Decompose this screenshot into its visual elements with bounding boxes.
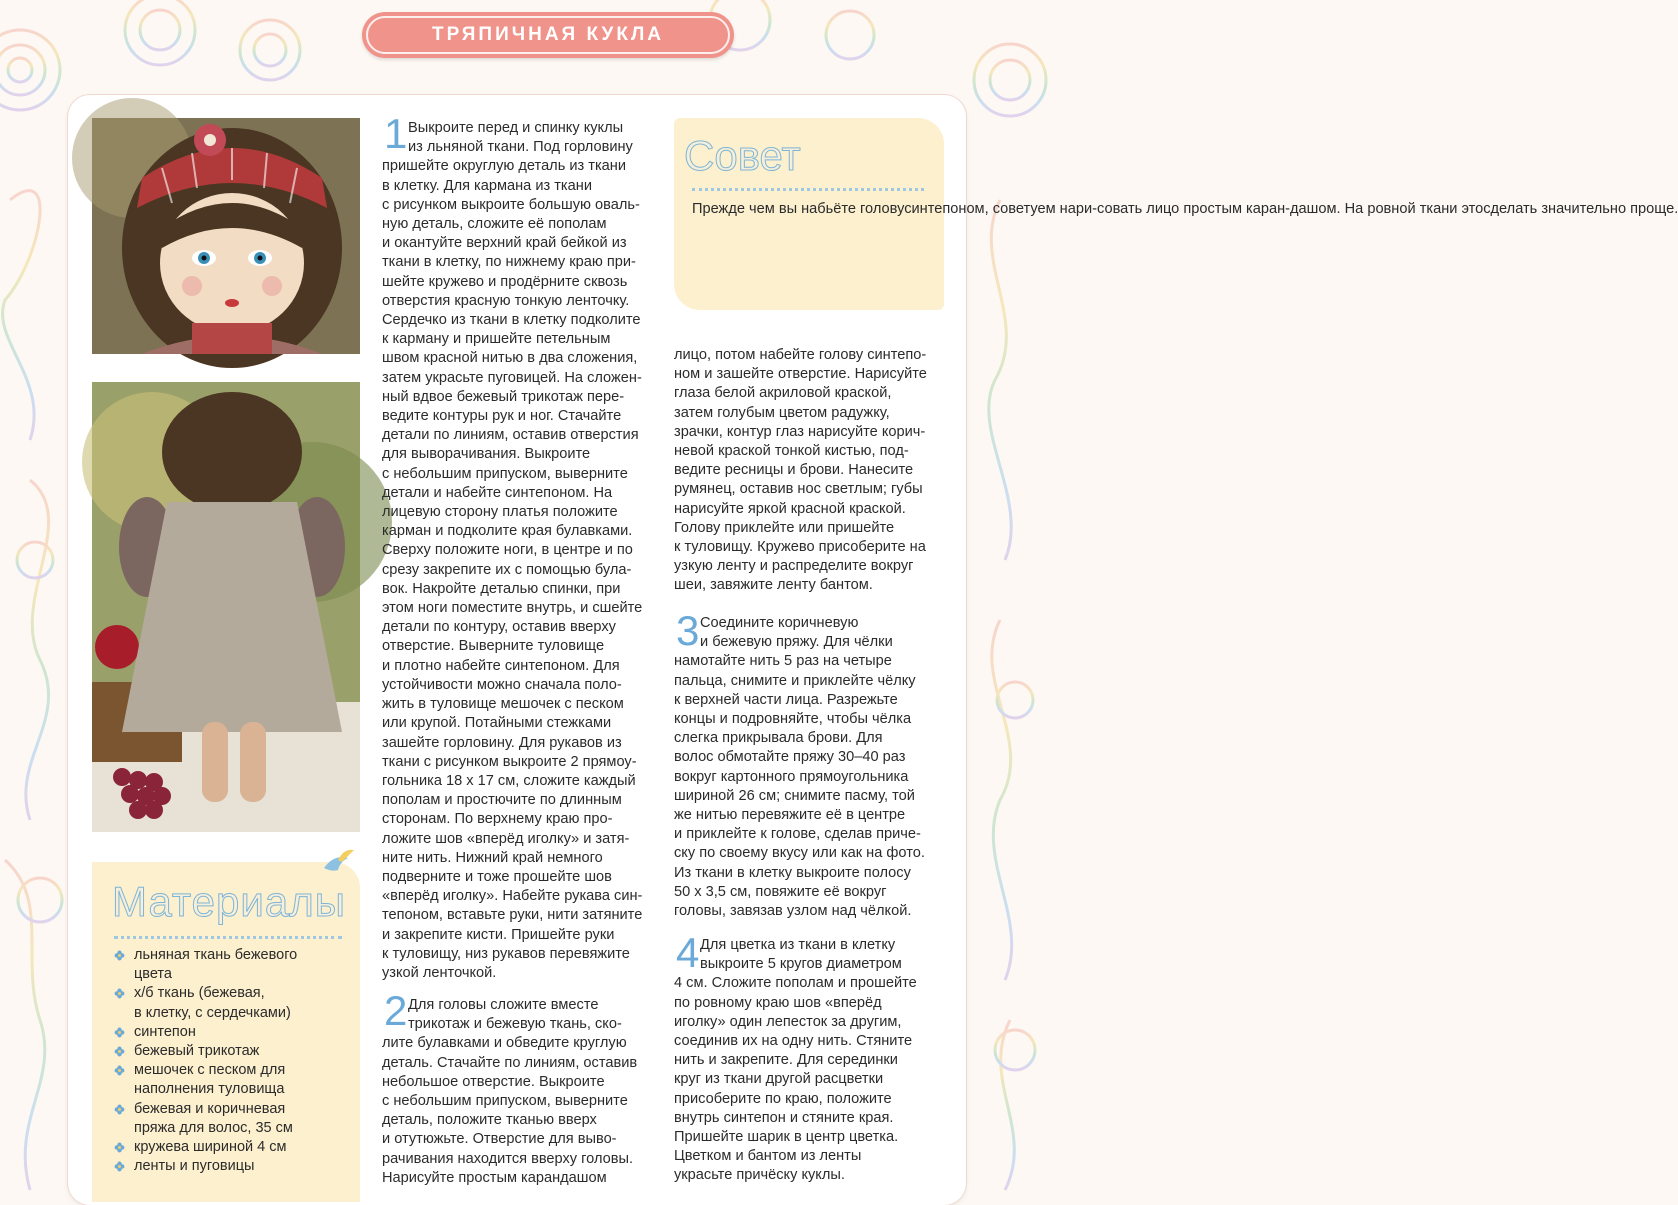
text-line: нить и закрепите. Для серединки	[674, 1052, 898, 1069]
materials-item-text: синтепон	[134, 1023, 196, 1040]
text-line: иголку» один лепесток за другим,	[674, 1013, 902, 1030]
text-line: к туловищу. Кружево присоберите на	[674, 539, 926, 556]
text-line: или крупой. Потайными стежками	[382, 715, 612, 732]
text-line: ный вдвое бежевый трикотаж пере-	[382, 388, 625, 405]
text-line: лите булавками и обведите круглую	[382, 1035, 627, 1052]
text-line: срезу закрепите их с помощью була-	[382, 561, 632, 578]
text-line: ную деталь, сложите её пополам	[382, 216, 607, 233]
materials-item-text: пряжа для волос, 35 см	[134, 1119, 293, 1136]
text-line: Выкроите перед и спинку куклы	[408, 120, 624, 136]
text-line: детали по линиям, оставив отверстия	[382, 427, 639, 444]
materials-item	[114, 1061, 344, 1099]
text-line: деталь. Стачайте по линиям, оставив	[382, 1054, 638, 1071]
text-line: рачивания находится вверху головы.	[382, 1150, 634, 1167]
text-line: к верхней части лица. Разрежьте	[674, 691, 898, 708]
text-line: головы, завязав узлом над чёлкой.	[674, 903, 912, 920]
text-line: для выворачивания. Выкроите	[382, 446, 591, 463]
step-number-4: 4	[676, 929, 700, 976]
flower-bullet-icon	[114, 1027, 125, 1038]
text-line: румянец, оставив нос светлым; губы	[674, 481, 923, 498]
step-number-1: 1	[384, 110, 408, 157]
text-line: сделать значительно проще.	[1483, 201, 1678, 217]
text-line: вок. Накройте деталью спинки, при	[382, 580, 621, 597]
dotted-divider	[114, 936, 342, 939]
flower-bullet-icon	[114, 1046, 125, 1057]
text-line: Сердечко из ткани в клетку подколите	[382, 312, 641, 329]
text-line: и отутюжьте. Отверстие для выво-	[382, 1131, 617, 1148]
text-line: шеи, завяжите ленту бантом.	[674, 577, 873, 594]
text-line: ведите ресницы и брови. Нанесите	[674, 462, 914, 479]
text-line: вокруг картонного прямоугольника	[674, 768, 909, 785]
text-line: синтепоном, советуем нари-	[904, 201, 1097, 217]
step-2-text	[382, 996, 637, 1188]
materials-item	[114, 1157, 344, 1176]
materials-item-text: льняная ткань бежевого	[134, 947, 298, 963]
text-line: шейте кружево и продёрните сквозь	[382, 273, 628, 290]
materials-item-text: бежевый трикотаж	[134, 1043, 260, 1060]
header-ribbon	[362, 12, 734, 58]
text-line: зашейте горловину. Для рукавов из	[382, 734, 622, 751]
text-line: детали и набейте синтепоном. На	[382, 484, 613, 501]
text-line: с небольшим припуском, выверните	[382, 465, 628, 482]
text-line: украсьте причёску куклы.	[674, 1167, 845, 1184]
doll-back-photo	[92, 382, 360, 832]
flower-bullet-icon	[114, 950, 125, 961]
materials-item-text: х/б ткань (бежевая,	[134, 985, 265, 1002]
text-line: Пришейте шарик в центр цветка.	[674, 1129, 899, 1146]
text-line: невой краской тонкой кистью, под-	[674, 443, 909, 460]
materials-item-text: бежевая и коричневая	[134, 1100, 286, 1117]
materials-item	[114, 1138, 344, 1157]
doll-face-photo	[92, 118, 360, 354]
text-line: зрачки, контур глаз нарисуйте корич-	[674, 423, 926, 440]
text-line: круг из ткани другой расцветки	[674, 1071, 884, 1088]
text-line: и бежевую пряжу. Для чёлки	[700, 634, 893, 651]
materials-item-text: кружева шириной 4 см	[134, 1139, 287, 1156]
text-line: узкой ленточкой.	[382, 964, 497, 981]
text-line: соединив их на одну нить. Стяните	[674, 1033, 913, 1050]
text-line: концы и подровняйте, чтобы чёлка	[674, 711, 912, 728]
text-line: «вперёд иголку». Набейте рукава син-	[382, 888, 643, 905]
text-line: 50 х 3,5 см, повяжите её вокруг	[674, 883, 887, 900]
text-line: и закрепите кисти. Пришейте руки	[382, 926, 615, 943]
text-line: ткани с рисунком выкроите 2 прямоу-	[382, 753, 637, 770]
text-line: волос обмотайте пряжу 30–40 раз	[674, 749, 906, 766]
text-line: дашом. На ровной ткани это	[1290, 201, 1484, 217]
materials-item-text: в клетку, с сердечками)	[134, 1004, 291, 1021]
text-line: внутрь синтепон и стяните края.	[674, 1109, 894, 1126]
text-line: устойчивости можно сначала поло-	[382, 676, 622, 693]
flower-bullet-icon	[114, 1142, 125, 1153]
step-4-text	[674, 936, 917, 1186]
text-line: лицо, потом набейте голову синтепо-	[674, 347, 927, 363]
tip-text	[692, 200, 1678, 219]
text-line: Прежде чем вы набьёте голову	[692, 201, 905, 217]
text-line: ните нить. Нижний край немного	[382, 849, 603, 866]
text-line: и окантуйте верхний край бейкой из	[382, 235, 627, 252]
text-line: лицевую сторону платья положите	[382, 504, 618, 521]
text-line: отверстия красную тонкую ленточку.	[382, 292, 630, 309]
step-3-text	[674, 614, 925, 921]
text-line: к туловищу, низ рукавов перевяжите	[382, 945, 630, 962]
text-line: Из ткани в клетку выкроите полосу	[674, 864, 911, 881]
text-line: намотайте нить 5 раз на четыре	[674, 653, 892, 670]
text-line: затем украсьте пуговицей. На сложен-	[382, 369, 642, 386]
text-line: трикотаж и бежевую ткань, ско-	[408, 1016, 622, 1033]
text-line: тепоном, вставьте руки, нити затяните	[382, 907, 643, 924]
text-line: небольшое отверстие. Выкроите	[382, 1073, 605, 1090]
materials-list	[114, 946, 344, 1176]
text-line: ном и зашейте отверстие. Нарисуйте	[674, 366, 927, 383]
text-line: и плотно набейте синтепоном. Для	[382, 657, 620, 674]
text-line: в клетку. Для кармана из ткани	[382, 177, 592, 194]
text-line: пополам и простючите по длинным	[382, 792, 622, 809]
text-line: присоберите по краю, положите	[674, 1090, 892, 1107]
text-line: детали по контуру, оставив вверху	[382, 619, 616, 636]
text-line: слегка прикрывала брови. Для	[674, 730, 883, 747]
materials-item-text: ленты и пуговицы	[134, 1158, 255, 1175]
text-line: гольника 18 х 17 см, сложите каждый	[382, 772, 636, 789]
text-line: затем голубым цветом радужку,	[674, 404, 890, 421]
text-line: шириной 26 см; снимите пасму, той	[674, 787, 915, 804]
text-line: ложите шов «вперёд иголку» и затя-	[382, 830, 630, 847]
page-title: ТРЯПИЧНАЯ КУКЛА	[431, 24, 665, 45]
text-line: ску по своему вкусу или как на фото.	[674, 845, 925, 862]
step-number-2: 2	[384, 987, 408, 1034]
text-line: узкую ленту и распределите вокруг	[674, 558, 914, 575]
flower-bullet-icon	[114, 988, 125, 999]
text-line: Для цветка из ткани в клетку	[700, 937, 896, 953]
flower-bullet-icon	[114, 1065, 125, 1076]
text-line: этом ноги поместите внутрь, и сшейте	[382, 600, 643, 617]
tip-title: Совет	[684, 132, 801, 179]
materials-item-text: мешочек с песком для	[134, 1062, 286, 1079]
text-line: Соедините коричневую	[700, 615, 859, 631]
text-line: Цветком и бантом из ленты	[674, 1148, 862, 1165]
text-line: жить в туловище мешочек с песком	[382, 696, 624, 713]
text-line: Нарисуйте простым карандашом	[382, 1169, 607, 1186]
materials-item	[114, 1023, 344, 1042]
text-line: швом красной нитью в два сложения,	[382, 350, 638, 367]
flower-bullet-icon	[114, 1161, 125, 1172]
text-line: Для головы сложите вместе	[408, 997, 599, 1013]
text-line: карман и подколите края булавками.	[382, 523, 633, 540]
text-line: совать лицо простым каран-	[1097, 201, 1291, 217]
text-line: с рисунком выкроите большую оваль-	[382, 196, 640, 213]
text-line: ткани в клетку, по нижнему краю при-	[382, 254, 636, 271]
step-number-3: 3	[676, 607, 700, 654]
materials-item	[114, 984, 344, 1022]
text-line: сторонам. По верхнему краю про-	[382, 811, 613, 828]
materials-item	[114, 1100, 344, 1138]
text-line: деталь, положите тканью вверх	[382, 1112, 597, 1129]
materials-item	[114, 1042, 344, 1061]
text-line: Голову приклейте или пришейте	[674, 519, 895, 536]
text-line: выкроите 5 кругов диаметром	[700, 956, 902, 973]
materials-item-text: цвета	[134, 966, 172, 983]
text-line: и приклейте к голове, сделав приче-	[674, 826, 921, 843]
step-1-text	[382, 119, 642, 983]
flower-bullet-icon	[114, 1104, 125, 1115]
text-line: 4 см. Сложите пополам и прошейте	[674, 975, 917, 992]
text-line: глаза белой акриловой краской,	[674, 385, 892, 402]
text-line: пришейте округлую деталь из ткани	[382, 158, 626, 175]
text-line: отверстие. Выверните туловище	[382, 638, 605, 655]
text-line: пальца, снимите и приклейте чёлку	[674, 672, 916, 689]
tip-box	[674, 118, 1678, 310]
dotted-divider	[692, 188, 924, 191]
text-line: по ровному краю шов «вперёд	[674, 994, 882, 1011]
text-line: Сверху положите ноги, в центре и по	[382, 542, 633, 559]
materials-item	[114, 946, 344, 984]
text-line: подверните и тоже прошейте шов	[382, 868, 612, 885]
text-line: с небольшим припуском, выверните	[382, 1093, 628, 1110]
materials-item-text: наполнения туловища	[134, 1081, 285, 1098]
materials-title: Материалы	[112, 878, 346, 925]
text-line: нарисуйте яркой красной краской.	[674, 500, 906, 517]
text-line: ведите контуры рук и ног. Стачайте	[382, 408, 622, 425]
text-line: же нитью перевяжите её в центре	[674, 807, 906, 824]
text-line: к карману и пришейте петельным	[382, 331, 611, 348]
materials-box	[92, 862, 360, 1202]
step-2-continued-text	[674, 346, 927, 596]
text-line: из льняной ткани. Под горловину	[408, 139, 633, 156]
